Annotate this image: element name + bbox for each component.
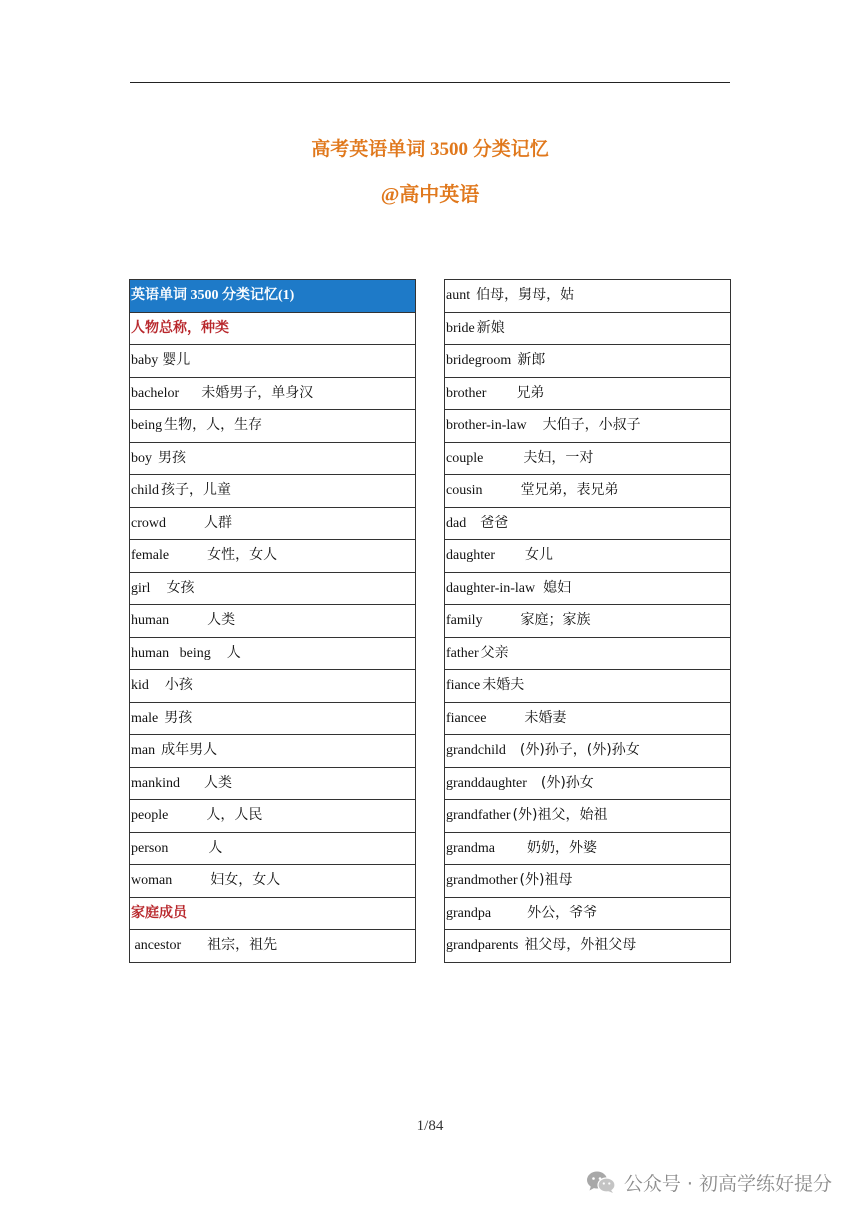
english-word: grandma: [446, 840, 495, 856]
english-word: man: [131, 743, 156, 759]
english-word: grandmother: [446, 873, 518, 889]
english-word: boy: [131, 450, 152, 466]
chinese-meaning: 人，人民: [206, 807, 263, 824]
vocab-entry: [130, 475, 416, 508]
chinese-meaning: 婴儿: [162, 352, 191, 369]
chinese-meaning: 女儿: [524, 547, 553, 564]
vocab-entry: [445, 832, 731, 865]
watermark-text: 公众号 · 初高学练好提分: [623, 1172, 832, 1195]
chinese-meaning: 男孩: [158, 449, 186, 466]
chinese-meaning: 大伯子，小叔子: [542, 417, 641, 434]
table-row: [445, 800, 731, 833]
chinese-meaning: 人类: [204, 774, 232, 791]
english-word: aunt: [446, 288, 471, 304]
chinese-meaning: 成年男人: [161, 742, 218, 759]
table-row: [130, 767, 416, 800]
table-row: [130, 832, 416, 865]
chinese-meaning: (外)祖母: [519, 872, 573, 889]
vocab-entry: [445, 377, 731, 410]
vocab-entry: [445, 507, 731, 540]
vocab-entry: [130, 410, 416, 443]
english-word: grandchild: [446, 743, 506, 759]
watermark: [586, 1168, 832, 1196]
vocab-entry: [445, 410, 731, 443]
english-word: ancestor: [131, 938, 182, 954]
english-word: people: [131, 808, 169, 824]
table-row: [445, 865, 731, 898]
table-row: [445, 377, 731, 410]
table-row: [130, 800, 416, 833]
english-word: bachelor: [131, 385, 180, 401]
table-row: [130, 377, 416, 410]
chinese-meaning: 家庭；家族: [520, 612, 591, 629]
vocab-entry: [445, 702, 731, 735]
vocab-entry: [130, 637, 416, 670]
vocab-entry: [445, 475, 731, 508]
vocab-entry: [130, 572, 416, 605]
table-row: [130, 735, 416, 768]
english-word: fiancee: [446, 710, 487, 726]
table-row: [445, 832, 731, 865]
english-word: grandpa: [446, 905, 492, 921]
chinese-meaning: 小孩: [164, 677, 193, 694]
table-row: [445, 767, 731, 800]
english-word: brother-in-law: [446, 418, 527, 434]
vocab-entry: [130, 865, 416, 898]
vocab-entry: [445, 442, 731, 475]
table-header: 英语单词 3500 分类记忆(1): [130, 280, 416, 313]
table-row: [445, 897, 731, 930]
english-word: grandfather: [446, 808, 511, 824]
chinese-meaning: 祖宗，祖先: [207, 937, 278, 954]
english-word: family: [446, 613, 483, 629]
chinese-meaning: 堂兄弟，表兄弟: [520, 482, 619, 499]
table-row: [445, 442, 731, 475]
chinese-meaning: 伯母，舅母，姑: [476, 287, 575, 304]
table-row: [445, 345, 731, 378]
vocab-entry: [445, 280, 731, 313]
vocab-entry: [445, 572, 731, 605]
english-word: person: [131, 840, 169, 856]
document-subtitle: @高中英语: [380, 184, 480, 206]
chinese-meaning: 未婚男子，单身汉: [201, 384, 314, 401]
english-word: daughter-in-law: [446, 580, 536, 596]
vocab-entry: [445, 767, 731, 800]
vocab-entry: [130, 507, 416, 540]
table-row: [445, 312, 731, 345]
vocab-entry: [445, 345, 731, 378]
vocab-entry: [445, 312, 731, 345]
vocab-entry: [130, 345, 416, 378]
chinese-meaning: (外)孙子，(外)孙女: [519, 742, 640, 759]
table-row: [445, 507, 731, 540]
chinese-meaning: 人: [208, 839, 223, 856]
table-row: [445, 475, 731, 508]
chinese-meaning: 人类: [207, 612, 236, 629]
vocab-entry: [130, 832, 416, 865]
chinese-meaning: 女孩: [166, 579, 195, 596]
table-row: [130, 930, 416, 963]
english-word: father: [446, 645, 479, 661]
table-row: [130, 702, 416, 735]
vocab-table-right: [444, 279, 731, 963]
chinese-meaning: 女性，女人: [207, 547, 278, 564]
table-row: [130, 572, 416, 605]
chinese-meaning: 生物，人，生存: [164, 417, 263, 434]
document-title: 高考英语单词 3500 分类记忆: [311, 139, 549, 160]
english-word: kid: [131, 678, 149, 694]
english-word: grandparents: [446, 938, 519, 954]
vocab-entry: [130, 605, 416, 638]
table-row: [445, 540, 731, 573]
vocab-entry: [130, 800, 416, 833]
chinese-meaning: 妇女，女人: [210, 872, 281, 889]
chinese-meaning: 男孩: [164, 709, 193, 726]
chinese-meaning: 祖父母，外祖父母: [524, 937, 637, 954]
table-row: [130, 507, 416, 540]
vocab-entry: [445, 670, 731, 703]
english-word: being: [131, 418, 163, 434]
page-number: 1/84: [416, 1118, 444, 1134]
chinese-meaning: 媳妇: [543, 579, 572, 596]
english-word: mankind: [131, 775, 180, 791]
vocab-entry: [130, 540, 416, 573]
english-word: bride: [446, 320, 475, 336]
table-row: [130, 605, 416, 638]
english-word: couple: [446, 450, 484, 466]
chinese-meaning: 爸爸: [480, 514, 509, 531]
vocab-entry: [130, 767, 416, 800]
vocab-table-left: [129, 279, 416, 963]
chinese-meaning: 父亲: [480, 644, 509, 661]
vocab-entry: [445, 800, 731, 833]
vocab-entry: [445, 637, 731, 670]
english-word: cousin: [446, 483, 483, 499]
wechat-logo-icon: [586, 1170, 616, 1194]
vocab-entry: [445, 735, 731, 768]
table-row: [445, 702, 731, 735]
english-word: brother: [446, 385, 487, 401]
chinese-meaning: (外)祖父，始祖: [512, 807, 608, 824]
vocab-entry: [130, 930, 416, 963]
chinese-meaning: 奶奶，外婆: [526, 839, 597, 856]
english-word: bridegroom: [446, 353, 512, 369]
english-word: girl: [131, 580, 151, 596]
table-row: [445, 670, 731, 703]
table-row: [130, 410, 416, 443]
chinese-meaning: 人群: [204, 514, 232, 531]
chinese-meaning: 人: [226, 644, 241, 661]
table-row: [130, 897, 416, 930]
english-word: dad: [446, 515, 467, 531]
english-word: human being: [131, 645, 211, 661]
vocab-entry: [130, 442, 416, 475]
chinese-meaning: (外)孙女: [540, 774, 594, 791]
english-word: granddaughter: [446, 775, 527, 791]
vocab-entry: [130, 702, 416, 735]
english-word: baby: [131, 353, 159, 369]
chinese-meaning: 未婚夫: [482, 677, 525, 694]
table-row: [445, 930, 731, 963]
table-row: [130, 865, 416, 898]
english-word: fiance: [446, 678, 481, 694]
english-word: human: [131, 613, 170, 629]
english-word: crowd: [131, 515, 166, 531]
vocab-entry: [445, 605, 731, 638]
vocab-entry: [130, 670, 416, 703]
chinese-meaning: 孩子，儿童: [161, 482, 231, 499]
chinese-meaning: 新娘: [476, 319, 505, 336]
chinese-meaning: 外公，爷爷: [527, 904, 598, 921]
english-word: female: [131, 548, 170, 564]
table-row: [445, 572, 731, 605]
english-word: male: [131, 710, 159, 726]
chinese-meaning: 兄弟: [516, 384, 545, 401]
table-row: [445, 605, 731, 638]
table-row: [445, 280, 731, 313]
table-row: [130, 540, 416, 573]
english-word: child: [131, 483, 159, 499]
vocab-entry: [445, 865, 731, 898]
table-header-row: [130, 280, 416, 313]
vocab-entry: [445, 540, 731, 573]
table-row: [130, 475, 416, 508]
vocab-entry: [445, 897, 731, 930]
top-rule: [130, 82, 730, 83]
table-row: [130, 442, 416, 475]
table-row: [130, 312, 416, 345]
category-heading: 人物总称，种类: [130, 312, 416, 345]
english-word: daughter: [446, 548, 495, 564]
table-row: [130, 637, 416, 670]
table-row: [130, 345, 416, 378]
table-row: [445, 735, 731, 768]
table-row: [445, 410, 731, 443]
vocab-entry: [130, 377, 416, 410]
chinese-meaning: 夫妇，一对: [523, 449, 594, 466]
table-row: [445, 637, 731, 670]
vocab-entry: [445, 930, 731, 963]
category-heading: 家庭成员: [130, 897, 416, 930]
vocab-entry: [130, 735, 416, 768]
table-row: [130, 670, 416, 703]
chinese-meaning: 未婚妻: [524, 709, 567, 726]
english-word: woman: [131, 873, 173, 889]
chinese-meaning: 新郎: [517, 352, 546, 369]
